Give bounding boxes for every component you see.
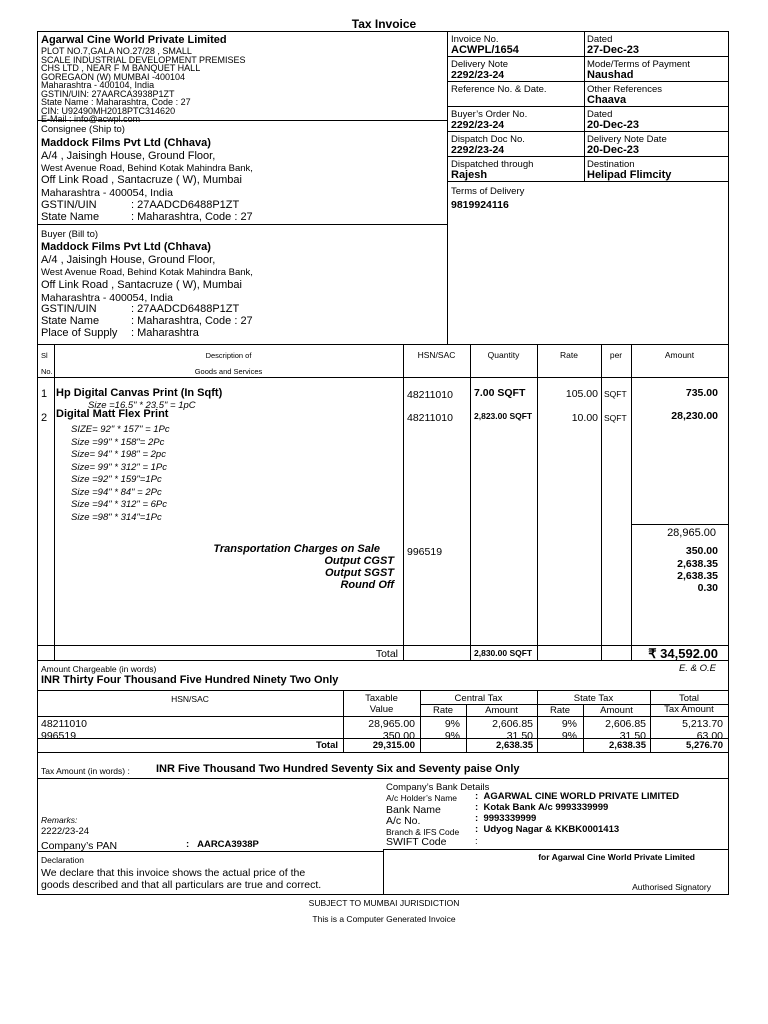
computer-generated-note: This is a Computer Generated Invoice <box>312 914 456 924</box>
invoice-number: ACWPL/1654 <box>451 44 519 56</box>
charge-transport-label: Transportation Charges on Sale <box>213 543 380 555</box>
item-2-sizes: SIZE= 92" * 157" = 1Pc Size =99" * 158"= 2Pc Size= 94" * 198" = 2pc Size= 99" * 312" = 1Pc Size =92" * 159"=1Pc Size =94" * 84" = 2Pc Size =94" * 312" = 6Pc Size =98" * 314"=1Pc <box>71 424 170 523</box>
eoe: E. & O.E <box>679 663 716 674</box>
buyer-gstin: : 27AADCD6488P1ZT <box>131 303 240 315</box>
consignee-gstin: : 27AADCD6488P1ZT <box>131 199 240 211</box>
buyer-order-no: 2292/23-24 <box>451 119 505 131</box>
item-1-rate: 105.00 <box>565 388 598 400</box>
total-quantity: 2,830.00 SQFT <box>474 648 533 658</box>
item-1-qty: 7.00 SQFT <box>474 387 526 399</box>
bank-ifs: : Udyog Nagar & KKBK0001413 <box>475 824 620 835</box>
item-1-amount: 735.00 <box>685 387 718 399</box>
consignee-name: Maddock Films Pvt Ltd (Chhava) <box>41 137 211 149</box>
amount-in-words: INR Thirty Four Thousand Five Hundred Ninety Two Only <box>41 674 339 686</box>
buyer-name: Maddock Films Pvt Ltd (Chhava) <box>41 241 211 253</box>
bank-swift: : <box>475 836 483 847</box>
item-1-description: Hp Digital Canvas Print (In Sqft) <box>56 387 223 399</box>
seller-name: Agarwal Cine World Private Limited <box>41 34 227 46</box>
company-pan: : AARCA3938P <box>186 839 259 850</box>
item-2-rate: 10.00 <box>571 412 598 424</box>
sign-for: for Agarwal Cine World Private Limited <box>538 852 695 862</box>
tax-total-label: Total <box>316 740 338 751</box>
tax-total-state: 2,638.35 <box>609 740 646 751</box>
grand-total: ₹ 34,592.00 <box>648 646 718 661</box>
place-of-supply: : Maharashtra <box>131 327 199 339</box>
dispatch-doc-no: 2292/23-24 <box>451 144 505 156</box>
authorised-signatory: Authorised Signatory <box>632 882 711 892</box>
seller-address: PLOT NO.7,GALA NO.27/28 , SMALL SCALE INDUSTRIAL DEVELOPMENT PREMISES CHS LTD , NEAR F M BANQUET HALL GOREGAON (W) MUMBAI -400104 Maharashtra - 400104, India GSTIN/UIN: 27AARCA3938P1ZT State Name : Maharashtra, Code : 27 CIN: U92490MH2018PTC314620 E-Mail : info@acwpl.com <box>41 46 246 124</box>
item-1-sl: 1 <box>41 388 48 400</box>
buyer-heading: Buyer (Bill to) <box>41 229 99 240</box>
other-references: Chaava <box>587 94 627 106</box>
item-1-hsn: 48211010 <box>407 389 453 401</box>
bank-holder: : AGARWAL CINE WORLD PRIVATE LIMITED <box>475 791 680 802</box>
charge-roundoff-amount: 0.30 <box>697 582 718 594</box>
charge-roundoff-label: Round Off <box>340 579 394 591</box>
total-label: Total <box>375 648 398 660</box>
header-divider <box>447 31 448 345</box>
frame-left <box>37 31 38 895</box>
terms-of-delivery: 9819924116 <box>451 199 509 211</box>
order-date: 20-Dec-23 <box>587 119 639 131</box>
item-2-description: Digital Matt Flex Print <box>56 408 169 420</box>
tax-total-amount: 5,276.70 <box>686 740 723 751</box>
tax-total-taxable: 29,315.00 <box>372 740 415 751</box>
tax-in-words: INR Five Thousand Two Hundred Seventy Six and Seventy paise Only <box>156 763 520 775</box>
remarks-value: 2222/23-24 <box>41 826 90 837</box>
bank-name: : Kotak Bank A/c 9993339999 <box>475 802 609 813</box>
charge-sgst-amount: 2,638.35 <box>677 570 718 582</box>
subtotal: 28,965.00 <box>667 527 716 539</box>
item-2-sl: 2 <box>41 412 48 424</box>
charge-transport-hsn: 996519 <box>407 546 443 558</box>
consignee-heading: Consignee (Ship to) <box>41 124 125 135</box>
tax-total-central: 2,638.35 <box>496 740 533 751</box>
dispatched-through: Rajesh <box>451 169 488 181</box>
charge-transport-amount: 350.00 <box>685 545 718 557</box>
frame-top <box>37 31 729 32</box>
item-2-amount: 28,230.00 <box>671 410 718 422</box>
tax-rows: 48211010 28,965.00 9% 2,606.85 9% 2,606.85 5,213.70 996519 350.00 9% 31.50 9% 31.50 63.00 <box>41 718 723 738</box>
jurisdiction-note: SUBJECT TO MUMBAI JURISDICTION <box>308 898 460 908</box>
invoice-date: 27-Dec-23 <box>587 44 639 56</box>
item-2-qty: 2,823.00 SQFT <box>474 411 533 421</box>
charge-sgst-label: Output SGST <box>324 567 394 579</box>
frame-bottom <box>37 894 729 895</box>
delivery-note-date: 20-Dec-23 <box>587 144 639 156</box>
invoice-title: Tax Invoice <box>351 17 417 31</box>
delivery-note: 2292/23-24 <box>451 69 505 81</box>
payment-mode: Naushad <box>587 69 634 81</box>
charge-cgst-label: Output CGST <box>324 555 394 567</box>
frame-right <box>728 31 729 895</box>
item-2-hsn: 48211010 <box>407 412 453 424</box>
charge-cgst-amount: 2,638.35 <box>677 558 718 570</box>
destination: Helipad Flimcity <box>587 169 672 181</box>
bank-account-no: : 9993339999 <box>475 813 537 824</box>
